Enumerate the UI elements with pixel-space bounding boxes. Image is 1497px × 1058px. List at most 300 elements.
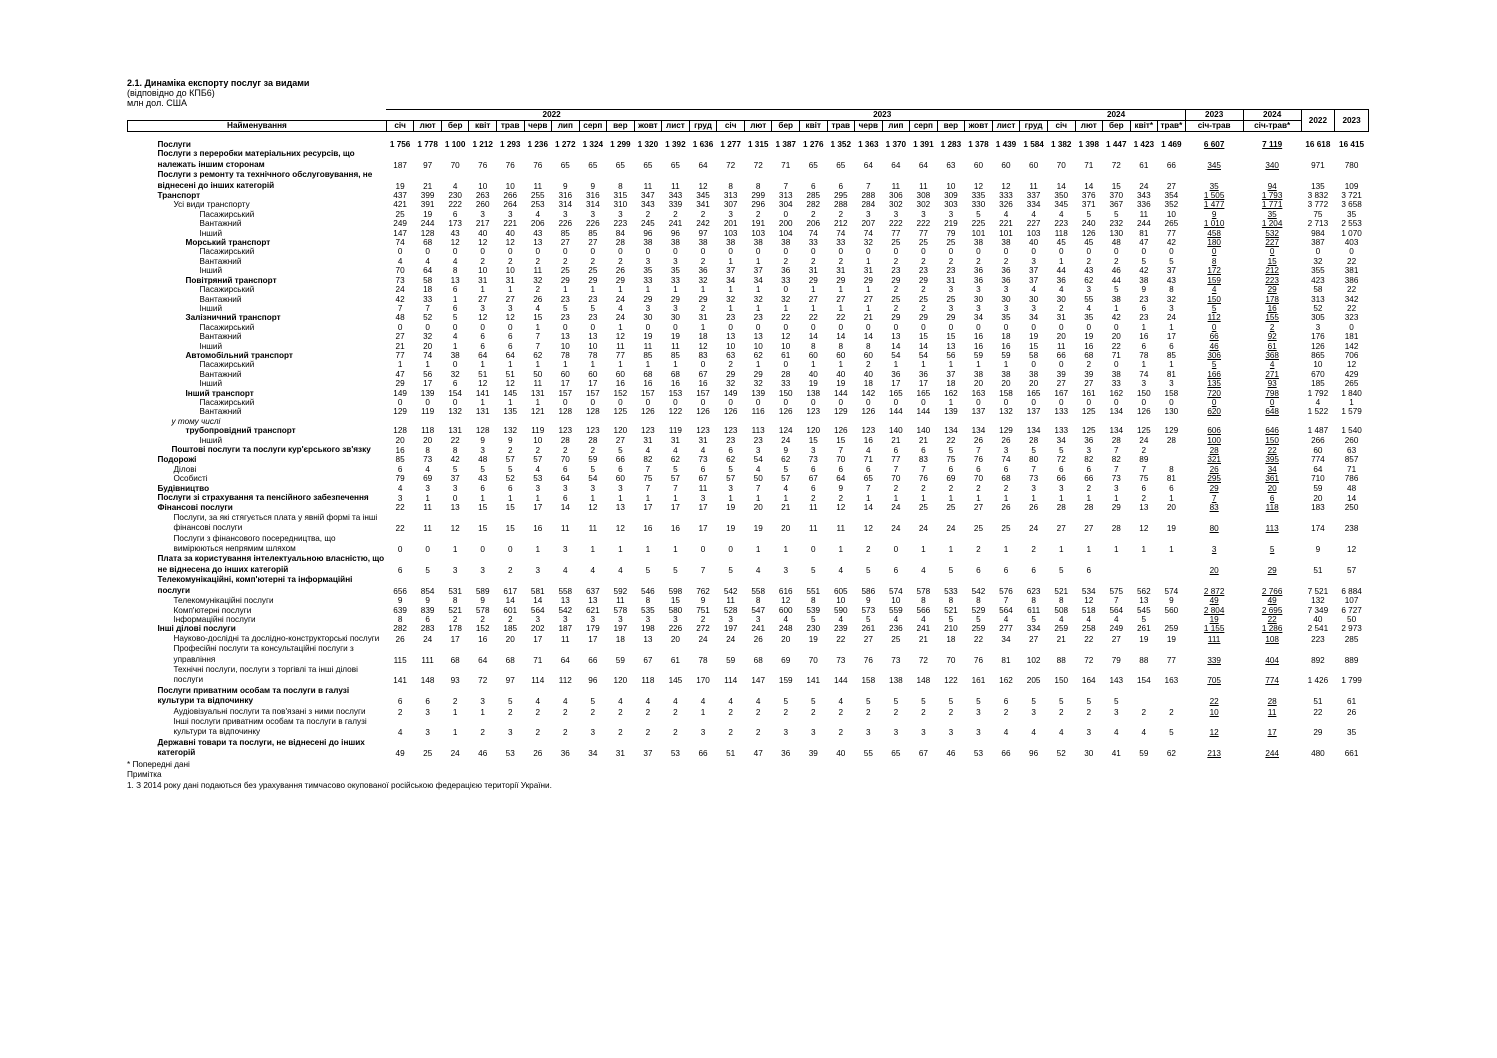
month-value-cell: 335: [971, 191, 986, 201]
month-value-cell: 9: [1169, 596, 1174, 606]
month-value-cell: 1 439: [995, 140, 1017, 149]
month-value-cell: 28: [1029, 435, 1039, 445]
row-label: Інший: [199, 303, 223, 313]
month-value-cell: 3: [728, 614, 733, 624]
annual-total-cell: 403: [1344, 238, 1359, 248]
month-value-cell: 0: [948, 247, 954, 257]
month-value-cell: 19: [1084, 332, 1094, 342]
annual-total-cell: 265: [1344, 379, 1359, 389]
month-value-cell: 1 363: [858, 140, 879, 149]
month-value-cell: 6: [507, 341, 513, 351]
period-sum-cell: 94: [1267, 181, 1277, 191]
month-value-cell: 138: [889, 676, 903, 686]
month-value-cell: 13: [891, 332, 901, 342]
month-value-cell: 562: [1136, 586, 1151, 596]
table-row: [128, 665, 1369, 686]
month-value-cell: 50: [753, 474, 763, 484]
annual-total-cell: 429: [1344, 369, 1359, 379]
month-value-cell: 19: [836, 379, 846, 389]
row-label: Аудіовізуальні послуги та пов'язані з ними послуги: [173, 706, 366, 716]
month-value-cell: 129: [833, 407, 848, 417]
month-value-cell: 7: [1141, 464, 1147, 474]
month-value-cell: 28: [1111, 524, 1121, 534]
month-value-cell: 4: [783, 483, 789, 493]
month-value-cell: 18: [863, 379, 873, 389]
month-value-cell: 0: [921, 397, 926, 407]
month-value-cell: 23: [726, 313, 736, 323]
month-value-cell: 28: [1111, 435, 1121, 445]
month-value-cell: 3: [1086, 446, 1092, 455]
month-value-cell: 23: [918, 266, 928, 276]
month-value-cell: 11: [643, 341, 653, 351]
month-value-cell: 1: [480, 707, 485, 717]
month-value-cell: 574: [889, 586, 903, 596]
period-sum-cell: 0: [1269, 247, 1275, 257]
month-value-cell: [1130, 686, 1158, 707]
row-label: Особисті: [173, 474, 208, 484]
month-value-cell: 1: [783, 303, 789, 313]
month-value-cell: 0: [700, 397, 706, 407]
month-value-cell: 60: [560, 369, 570, 379]
month-value-cell: 40: [1029, 238, 1039, 248]
month-value-cell: 4: [535, 209, 541, 219]
month-value-cell: 54: [753, 455, 763, 465]
month-value-cell: 8: [921, 596, 926, 606]
month-value-cell: 1: [1141, 322, 1147, 332]
month-value-cell: 621: [585, 605, 600, 615]
month-value-cell: 5: [452, 313, 458, 323]
annual-total-cell: [1301, 417, 1334, 426]
month-value-cell: 0: [1031, 360, 1036, 370]
period-sum-cell: 111: [1207, 634, 1221, 644]
table-row: [128, 229, 1369, 238]
month-value-cell: 22: [808, 313, 818, 323]
period-sum-cell: 28: [1209, 446, 1219, 455]
month-value-cell: 28: [1056, 503, 1066, 513]
month-value-cell: 16: [698, 379, 708, 389]
month-value-cell: 31: [505, 275, 515, 285]
month-value-cell: 82: [1111, 455, 1121, 465]
month-value-cell: 0: [810, 247, 816, 257]
month-value-cell: 573: [861, 605, 876, 615]
month-value-cell: 62: [533, 350, 543, 360]
month-value-cell: 32: [781, 294, 791, 304]
annual-total-cell: 22: [1347, 256, 1357, 266]
month-value-cell: 3: [590, 728, 596, 738]
month-value-cell: 47: [753, 749, 763, 759]
month-value-cell: 20: [781, 524, 791, 534]
month-value-cell: 149: [393, 388, 407, 398]
month-value-cell: 1: [535, 360, 541, 370]
row-label: Телекомунікаційні послуги: [173, 596, 274, 606]
month-value-cell: 11: [809, 503, 818, 513]
month-value-cell: 42: [450, 455, 460, 465]
month-value-cell: 0: [1086, 322, 1092, 332]
month-value-cell: 23: [1139, 313, 1149, 323]
month-value-cell: 285: [806, 191, 821, 201]
month-value-cell: 0: [810, 322, 816, 332]
month-value-cell: 1: [1003, 494, 1009, 504]
month-value-cell: 3: [563, 614, 568, 624]
month-value-cell: 5: [810, 614, 816, 624]
period-sum-cell: 17: [1267, 728, 1277, 738]
sum-header-2023-year: 2023: [1185, 110, 1243, 121]
month-value-cell: 1: [810, 303, 816, 313]
month-value-cell: 43: [1084, 266, 1094, 276]
month-value-cell: 1 378: [968, 140, 989, 149]
month-value-cell: 164: [1081, 676, 1096, 686]
month-value-cell: 8: [810, 596, 816, 606]
month-value-cell: 78: [698, 655, 708, 665]
month-value-cell: 24: [781, 435, 791, 445]
month-value-cell: 0: [783, 285, 789, 295]
month-value-cell: 123: [641, 426, 655, 436]
row-label: Пасажирський: [199, 209, 255, 219]
month-value-cell: 282: [393, 624, 407, 634]
month-value-cell: 8: [976, 596, 981, 606]
month-value-cell: 53: [973, 749, 983, 759]
month-value-cell: 261: [861, 624, 876, 634]
month-value-cell: 19: [726, 503, 736, 513]
month-value-cell: 24: [615, 294, 625, 304]
month-value-cell: 66: [588, 655, 598, 665]
month-value-cell: 2: [507, 256, 513, 266]
month-value-cell: 34: [588, 749, 598, 759]
month-value-cell: 72: [1056, 455, 1066, 465]
table-row: [128, 379, 1369, 388]
month-value-cell: 370: [1109, 191, 1124, 201]
month-value-cell: 1: [728, 285, 733, 295]
month-value-cell: 38: [973, 238, 983, 248]
month-value-cell: 53: [533, 474, 543, 484]
month-value-cell: 4: [1114, 728, 1119, 738]
month-value-cell: 391: [420, 200, 435, 210]
month-value-cell: [1103, 554, 1131, 575]
year-2023-header: 2023: [717, 110, 1048, 121]
period-sum-cell: 172: [1207, 266, 1221, 276]
month-value-cell: 1 299: [610, 140, 631, 149]
month-value-cell: 144: [916, 407, 931, 417]
row-label: Вантажний: [199, 407, 242, 417]
month-value-cell: 178: [448, 624, 462, 634]
month-value-cell: 27: [560, 238, 570, 248]
annual-total-cell: 181: [1344, 332, 1359, 342]
month-value-cell: 2: [921, 707, 926, 717]
month-value-cell: 586: [861, 586, 876, 596]
month-value-cell: 74: [808, 228, 818, 238]
month-value-cell: 73: [1111, 474, 1121, 484]
month-value-cell: 11: [423, 524, 432, 534]
month-value-cell: 11: [643, 181, 653, 191]
month-value-cell: 120: [613, 676, 628, 686]
month-value-cell: 125: [1081, 407, 1096, 417]
month-value-cell: 326: [999, 200, 1013, 210]
month-value-cell: 0: [507, 322, 513, 332]
month-value-cell: 1: [1058, 545, 1064, 555]
month-value-cell: 2: [452, 697, 458, 707]
month-value-cell: 3: [673, 303, 678, 313]
month-value-cell: 167: [1054, 388, 1069, 398]
row-label: Залізничний транспорт: [185, 313, 281, 323]
table-row: [128, 738, 1369, 759]
month-value-cell: 19: [808, 634, 818, 644]
month-value-cell: 2: [866, 707, 871, 717]
row-label: Технічні послуги, послуги з торгівлі та інші ділові послуги: [173, 664, 358, 685]
month-value-cell: 38: [973, 369, 983, 379]
month-value-cell: 93: [450, 676, 460, 686]
period-sum-cell: 1 771: [1261, 200, 1283, 210]
month-value-cell: 68: [423, 238, 433, 248]
annual-total-cell: 16 618: [1305, 140, 1331, 149]
period-sum-cell: 22: [1267, 446, 1277, 455]
month-value-cell: 11: [1029, 181, 1038, 191]
month-value-cell: 6: [452, 303, 458, 313]
annual-total-cell: 26: [1347, 707, 1357, 717]
month-value-cell: 3: [1003, 285, 1009, 295]
month-value-cell: 38: [1111, 294, 1121, 304]
row-label: Науково-дослідні та дослідно-конструкторські послуги: [173, 633, 380, 643]
annual-total-cell: 6 884: [1341, 586, 1362, 596]
month-value-cell: 560: [1164, 605, 1179, 615]
month-value-cell: 580: [668, 605, 683, 615]
month-value-cell: [496, 417, 524, 426]
month-value-cell: 1: [563, 360, 568, 370]
month-value-cell: 31: [698, 313, 708, 323]
month-value-cell: 67: [808, 474, 818, 484]
period-sum-cell: 92: [1267, 332, 1277, 342]
month-value-cell: 1 392: [665, 140, 686, 149]
month-value-cell: 60: [973, 160, 983, 170]
month-value-cell: 16: [973, 332, 983, 342]
month-value-cell: 66: [1056, 350, 1066, 360]
month-value-cell: 10: [478, 266, 488, 276]
month-value-cell: 144: [833, 388, 848, 398]
month-value-cell: 12: [478, 379, 488, 389]
month-value-cell: [992, 417, 1020, 426]
annual-total-cell: 35: [1347, 728, 1357, 738]
month-value-cell: 0: [948, 322, 954, 332]
month-value-cell: 15: [1111, 181, 1121, 191]
sum-header-2023-period: січ-трав: [1185, 121, 1243, 132]
month-value-cell: [744, 417, 772, 426]
month-value-cell: 37: [946, 369, 956, 379]
month-value-cell: 27: [1029, 634, 1039, 644]
month-value-cell: 24: [918, 524, 928, 534]
month-value-cell: 162: [944, 388, 958, 398]
month-value-cell: 564: [999, 605, 1013, 615]
month-value-cell: 88: [1139, 655, 1149, 665]
month-value-cell: 2: [1141, 707, 1147, 717]
month-value-cell: 150: [778, 388, 793, 398]
month-value-cell: 3: [893, 728, 899, 738]
month-value-cell: 6: [563, 494, 568, 504]
month-value-cell: 33: [808, 238, 818, 248]
month-value-cell: 0: [1169, 247, 1174, 257]
month-value-cell: 8: [755, 596, 761, 606]
annual-total-cell: 63: [1347, 446, 1357, 455]
month-value-cell: 34: [1001, 634, 1011, 644]
month-value-cell: 5: [948, 697, 954, 707]
month-value-cell: 187: [558, 624, 573, 634]
month-value-cell: 128: [585, 407, 600, 417]
month-value-cell: 60: [836, 350, 846, 360]
month-header-2022: квіт: [469, 121, 497, 132]
month-value-cell: 60: [615, 474, 625, 484]
month-header-2024: січ: [1047, 121, 1075, 132]
month-value-cell: 120: [613, 426, 628, 436]
month-value-cell: 71: [781, 160, 791, 170]
month-value-cell: 2: [1141, 446, 1147, 455]
month-value-cell: 74: [395, 238, 405, 248]
month-value-cell: 29: [946, 313, 956, 323]
period-sum-cell: 180: [1207, 238, 1221, 248]
month-value-cell: 245: [641, 219, 655, 229]
month-value-cell: 529: [971, 605, 986, 615]
month-value-cell: 14: [808, 332, 818, 342]
period-sum-cell: 361: [1265, 474, 1279, 484]
month-value-cell: 70: [946, 655, 956, 665]
annual-total-cell: 710: [1311, 474, 1325, 484]
month-value-cell: 578: [916, 586, 931, 596]
month-value-cell: [414, 417, 442, 426]
month-value-cell: 1: [618, 494, 623, 504]
month-value-cell: 64: [836, 474, 846, 484]
month-value-cell: 3: [590, 209, 596, 219]
month-value-cell: 345: [1054, 200, 1069, 210]
month-value-cell: 37: [1029, 275, 1039, 285]
month-value-cell: 2: [645, 707, 651, 717]
month-value-cell: 32: [726, 379, 736, 389]
month-value-cell: 37: [643, 749, 653, 759]
month-value-cell: 13: [615, 503, 625, 513]
month-value-cell: 8: [1169, 464, 1174, 474]
month-value-cell: 55: [863, 749, 873, 759]
month-value-cell: 35: [670, 266, 680, 276]
month-value-cell: 29: [891, 275, 901, 285]
month-value-cell: 12: [615, 524, 625, 534]
month-value-cell: 145: [503, 388, 518, 398]
month-value-cell: 17: [560, 379, 570, 389]
month-value-cell: 70: [836, 455, 846, 465]
month-value-cell: 3: [1114, 483, 1119, 493]
month-value-cell: 1: [1114, 494, 1119, 504]
annual-total-cell: 20: [1313, 494, 1323, 504]
month-value-cell: 6: [507, 483, 513, 493]
table-row: [128, 210, 1369, 219]
month-value-cell: 8: [1031, 596, 1036, 606]
month-value-cell: 132: [503, 426, 518, 436]
month-header-2024: бер: [1103, 121, 1131, 132]
month-value-cell: 0: [645, 247, 651, 257]
row-label: Інформаційні послуги: [173, 614, 256, 624]
month-value-cell: 33: [670, 275, 680, 285]
period-sum-cell: 12: [1209, 728, 1219, 738]
month-value-cell: 2: [755, 209, 761, 219]
note-1: 1. З 2014 року дані подаються без урахування тимчасово окупованої російською федерацією території України.: [127, 780, 552, 790]
month-value-cell: 9: [838, 483, 844, 493]
month-value-cell: 31: [670, 435, 680, 445]
month-value-cell: 3: [535, 614, 541, 624]
month-value-cell: 1: [866, 494, 871, 504]
month-value-cell: 0: [397, 397, 403, 407]
month-value-cell: 11: [533, 266, 543, 276]
month-value-cell: 0: [866, 247, 871, 257]
table-row: [128, 624, 1369, 633]
month-value-cell: 133: [1054, 426, 1069, 436]
month-value-cell: [1158, 615, 1186, 624]
month-value-cell: 528: [723, 605, 738, 615]
month-value-cell: 263: [475, 191, 490, 201]
month-value-cell: 31: [478, 275, 488, 285]
month-value-cell: 249: [1109, 624, 1124, 634]
month-value-cell: 261: [1136, 624, 1151, 634]
month-value-cell: 313: [723, 191, 738, 201]
month-value-cell: 25: [395, 209, 405, 219]
month-value-cell: 60: [1029, 160, 1039, 170]
period-sum-cell: 29: [1267, 565, 1277, 575]
month-value-cell: 3: [1086, 285, 1092, 295]
month-value-cell: 7: [645, 483, 651, 493]
month-value-cell: 0: [700, 545, 706, 555]
month-value-cell: 352: [1164, 200, 1179, 210]
month-value-cell: 96: [1029, 749, 1039, 759]
month-value-cell: 3: [1141, 379, 1147, 389]
month-value-cell: 0: [783, 247, 789, 257]
month-value-cell: 1: [728, 256, 733, 266]
row-label: Вантажний: [199, 332, 242, 342]
month-value-cell: 81: [1001, 655, 1011, 665]
month-value-cell: 137: [1026, 407, 1041, 417]
month-value-cell: 639: [393, 605, 407, 615]
month-value-cell: 7: [645, 464, 651, 474]
month-value-cell: 0: [1031, 397, 1036, 407]
year-2024-header: 2024: [1047, 110, 1185, 121]
month-value-cell: 79: [1111, 655, 1121, 665]
month-value-cell: 2: [755, 728, 761, 738]
period-sum-cell: 108: [1265, 634, 1279, 644]
month-value-cell: 36: [1001, 266, 1011, 276]
table-row: [128, 513, 1369, 534]
month-value-cell: 0: [1114, 322, 1119, 332]
month-value-cell: 3: [976, 285, 981, 295]
month-value-cell: 123: [558, 426, 573, 436]
month-value-cell: 3: [425, 483, 430, 493]
table-row: [128, 615, 1369, 624]
month-value-cell: 65: [891, 749, 901, 759]
month-value-cell: 542: [723, 586, 738, 596]
month-value-cell: 1 387: [775, 140, 796, 149]
month-value-cell: 0: [810, 545, 816, 555]
period-sum-cell: 606: [1207, 426, 1221, 436]
month-value-cell: 25: [973, 524, 983, 534]
table-row: [128, 332, 1369, 341]
month-value-cell: 158: [861, 676, 876, 686]
month-value-cell: 2: [618, 707, 623, 717]
month-value-cell: 376: [1081, 191, 1096, 201]
period-sum-cell: 646: [1265, 426, 1279, 436]
month-value-cell: 22: [395, 503, 405, 513]
month-value-cell: 5: [976, 614, 981, 624]
month-value-cell: 123: [585, 426, 600, 436]
table-row: [128, 596, 1369, 605]
month-value-cell: 23: [753, 313, 763, 323]
month-value-cell: 150: [1054, 676, 1069, 686]
month-value-cell: 334: [1026, 624, 1041, 634]
annual-total-cell: 984: [1311, 228, 1325, 238]
month-value-cell: 12: [615, 332, 625, 342]
month-value-cell: 2: [452, 614, 458, 624]
table-row: [128, 407, 1369, 416]
